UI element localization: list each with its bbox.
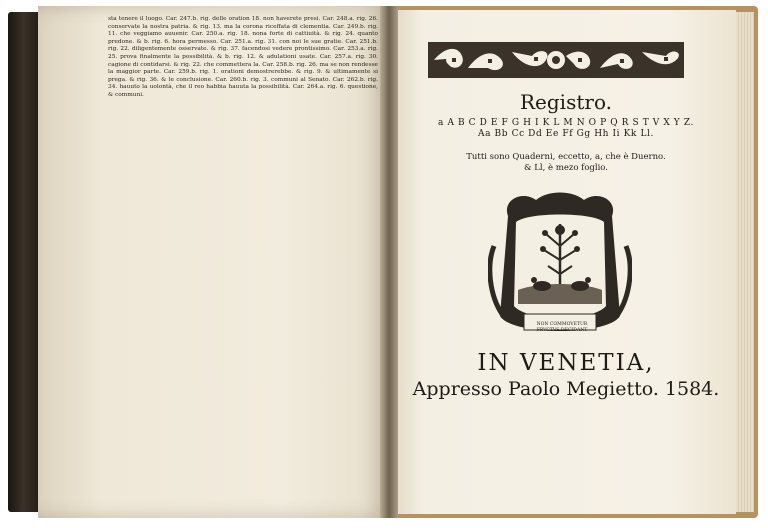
motto-line-2: FRVCTVS DECIDANT: [536, 328, 588, 333]
page-title: Registro.: [519, 90, 612, 114]
imprint-printer-date: Appresso Paolo Megietto. 1584.: [412, 378, 720, 400]
printer-device-emblem: [488, 186, 632, 344]
alphabet-uppercase: a A B C D E F G H I K L M N O P Q R S T V X Y Z.: [438, 118, 694, 128]
alphabet-pairs: Aa Bb Cc Dd Ee Ff Gg Hh Ii Kk Ll.: [478, 129, 654, 139]
imprint-place: IN VENETIA,: [477, 350, 655, 376]
book-cover-edge: [8, 12, 42, 512]
collation-note-line-2: & Ll, è mezo foglio.: [524, 163, 608, 173]
collation-note-line-1: Tutti sono Quaderni, eccetto, a, che è Duerno.: [466, 152, 666, 162]
register-alphabet: [396, 118, 736, 140]
emblem-motto: [528, 322, 596, 334]
ornamental-headpiece: [428, 42, 684, 78]
page-edges: [736, 12, 754, 512]
book-gutter: [380, 6, 398, 518]
motto-line-1: NON COMMOVETUR: [536, 322, 588, 327]
collation-note: [396, 152, 736, 174]
errata-text: sta tenere il luogo. Car. 247.b. rig. delle oration 18. non haverete presi. Car. 248.a. rig. 26. conservate la nostra patria. & rig. 13. ma la corona riceffata di clementia. Car. 249.b. rig. 11. che veggiamo auuenir. Car. 250.a. rig. 18. nona forte di cattiuità. & rig. 24. quanto predone. & b. rig. 6. hora permesso. Car. 251.a. rig. 31. con noi le sue gratie. Car. 251.b. rig. 22. diligentemente osservate. & rig. 37. facendosi vedere prontissimo. Car. 253.a. rig. 25. prova finalmente la possibilità. & b. rig. 12. & adulationi usate. Car. 257.a. rig. 30. cagione di contidarsi. & rig. 22. che commettera la. Car. 258.b. rig. 26. ma se non rendesse la maggior parte. Car. 259.b. rig. 1. orationi demostrerebbe. & rig. 9. & ultimamente si prega. & rig. 36. & le conclusione. Car. 260.b. rig. 3. communi al Senato. Car. 262.b. rig. 34. hauuto la uolontà, che il reo habbia hauuta la possibilità. Car. 264.a. rig. 6. questione, & communi.: [108, 16, 378, 98]
